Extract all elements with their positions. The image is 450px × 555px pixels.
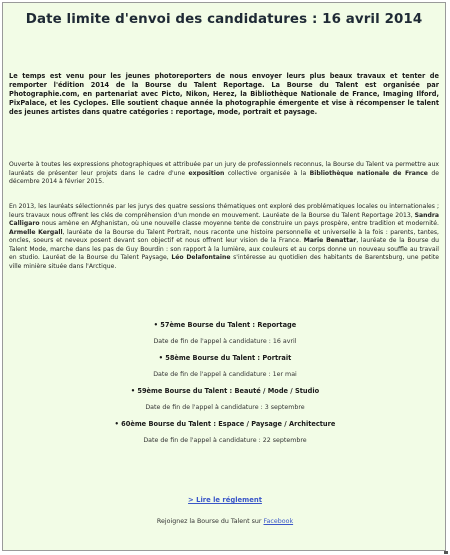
text: En 2013, les lauréats sélectionnés par les jurys des quatre sessions thématiques ont exploré des problématiques locales ou internationales ; leurs travaux nous offrent les clés de compréhension d'un monde en mouvement. Lauréate de la Bourse du Talent Reportage 2013, [9,203,439,219]
facebook-line [3,518,447,525]
program-name: • 57ème Bourse du Talent : Reportage [153,321,297,329]
reglement-link-line [3,496,447,504]
program-deadline: Date de fin de l'appel à candidature : 22 septembre [143,437,307,444]
text: s'intéresse au quotidien des habitants de Barentsburg, une petite ville minière située dans l'Arctique. [9,254,439,270]
bold-text: exposition [188,169,225,177]
exhibition-paragraph [9,161,439,187]
bold-text: Marie Benattar [303,237,357,244]
text: de décembre 2014 à février 2015. [9,169,439,185]
text: nous amène en Afghanistan, où une nouvelle classe moyenne tente de construire un pays prospère, entre tradition et modernité. [39,220,439,227]
program-list [3,321,447,445]
bold-text: Léo Delafontaine [171,254,231,261]
bold-text: Armelle Kergall [9,228,63,236]
program-name: • 59ème Bourse du Talent : Beauté / Mode / Studio [130,387,320,395]
program-name: • 58ème Bourse du Talent : Portrait [158,354,292,362]
program-deadline: Date de fin de l'appel à candidature : 3 septembre [145,404,305,411]
intro-paragraph: Le temps est venu pour les jeunes photoreporters de nous envoyer leurs plus beaux travaux et tenter de remporter l'édition 2014 de la Bourse du Talent Reportage. La Bourse du Talent est organisée par Photographie.com, en partenariat avec Picto, Nikon, Herez, la Bibliothèque Nationale de France, Imaging Ilford, PixPalace, et les Cyclopes. Elle soutient chaque année la photographie émergente et vise à récompenser le talent des jeunes artistes dans quatre catégories : reportage, mode, portrait et paysage. [9,72,439,116]
text: collective organisée à la [224,169,310,177]
bold-text: Bibliothèque nationale de France [309,169,428,177]
newsletter-panel [2,2,446,551]
corner-mark [444,551,448,554]
facebook-link[interactable]: Facebook [263,518,294,525]
program-deadline: Date de fin de l'appel à candidature : 1er mai [153,371,297,378]
text: Ouverte à toutes les expressions photographiques et attribuée par un jury de professionnels reconnus, la Bourse du Talent va permettre aux lauréats de présenter leur projets dans le cadre d'une [9,161,439,177]
bold-text: Sandra Calligaro [9,211,439,227]
text: , lauréate de la Bourse du Talent Mode, marche dans les pas de Guy Bourdin : son rapport à la lumière, aux couleurs et au corps donne un nouveau souffle au travail en studio. Lauréat de la Bourse du Talent Paysage, [9,237,439,261]
program-deadline: Date de fin de l'appel à candidature : 16 avril [153,338,297,345]
read-rules-link[interactable]: > Lire le réglement [188,496,262,504]
text: , lauréate de la Bourse du Talent Portrait, nous raconte une histoire personnelle et universelle à la fois : parents, tantes, oncles, soeurs et neveux posent devant son objectif et nous offrent leur vision de la France. [9,228,439,244]
laureates-paragraph [9,203,439,271]
facebook-prefix: Rejoignez la Bourse du Talent sur [156,518,264,525]
program-name: • 60ème Bourse du Talent : Espace / Paysage / Architecture [114,420,336,428]
page-title: Date limite d'envoi des candidatures : 16 avril 2014 [25,12,423,27]
